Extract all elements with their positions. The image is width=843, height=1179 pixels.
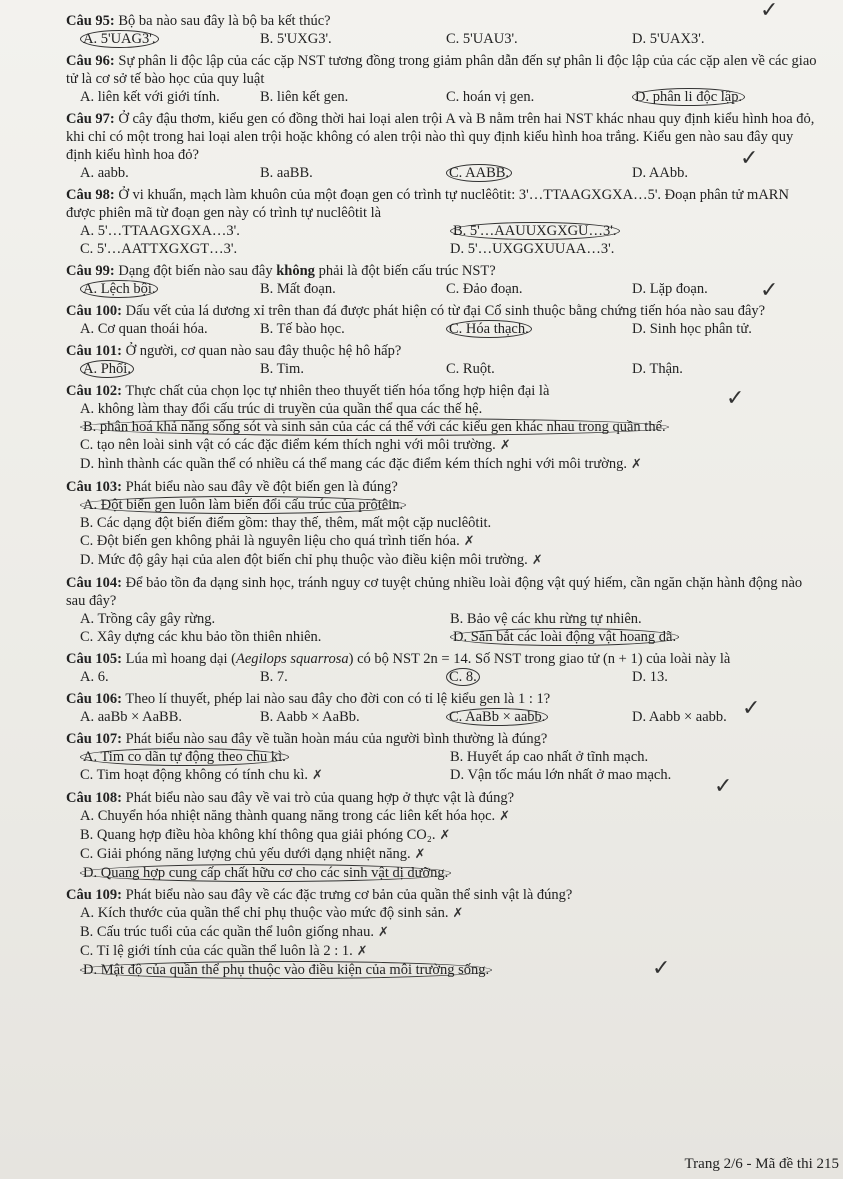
- option-d[interactable]: D. Mật độ của quần thể phụ thuộc vào điều kiện của môi trường sống.: [80, 961, 819, 979]
- cross-mark-icon: ✗: [452, 906, 464, 921]
- option-b[interactable]: B. Tim.: [260, 361, 304, 377]
- question-95: [66, 12, 819, 48]
- option-b[interactable]: B. Huyết áp cao nhất ở tĩnh mạch.: [450, 749, 649, 765]
- question-stem-end: phải là đột biến cấu trúc NST?: [314, 263, 496, 279]
- question-108: [66, 789, 819, 882]
- option-a[interactable]: A. Đột biến gen luôn làm biến đổi cấu trúc của prôtêin.: [80, 496, 819, 514]
- option-b[interactable]: B. aaBB.: [260, 165, 313, 181]
- option-d[interactable]: D. Mức độ gây hại của alen đột biến chỉ phụ thuộc vào điều kiện môi trường. ✗: [80, 552, 543, 568]
- option-d[interactable]: D. 13.: [632, 669, 668, 685]
- option-c[interactable]: C. Đột biến gen không phải là nguyên liệu cho quá trình tiến hóa. ✗: [80, 533, 475, 549]
- question-100: [66, 302, 819, 338]
- option-d[interactable]: D. Săn bắt các loài động vật hoang dã.: [450, 628, 819, 646]
- cross-mark-icon: ✗: [312, 768, 323, 783]
- question-stem: Phát biểu nào sau đây về vai trò của quang hợp ở thực vật là đúng?: [122, 790, 515, 806]
- option-b[interactable]: B. 5'…AAUUXGXGU…3'.: [450, 222, 819, 240]
- option-a[interactable]: A. aabb.: [80, 165, 129, 181]
- option-b[interactable]: B. Mất đoạn.: [260, 281, 336, 297]
- cross-mark-icon: ✗: [414, 847, 426, 862]
- question-label: Câu 102:: [66, 383, 122, 399]
- question-stem: Ở người, cơ quan nào sau đây thuộc hệ hô hấp?: [122, 343, 402, 359]
- question-label: Câu 100:: [66, 303, 122, 319]
- question-103: [66, 478, 819, 570]
- option-c[interactable]: C. 5'UAU3'.: [446, 31, 518, 47]
- option-c[interactable]: C. Tim hoạt động không có tính chu kì. ✗: [80, 767, 323, 783]
- option-c[interactable]: C. Giải phóng năng lượng chủ yếu dưới dạng nhiệt năng. ✗: [80, 846, 426, 862]
- question-stem: Phát biểu nào sau đây về các đặc trưng cơ bản của quần thể sinh vật là đúng?: [122, 887, 573, 903]
- option-a[interactable]: A. Cơ quan thoái hóa.: [80, 321, 208, 337]
- option-b[interactable]: B. 5'UXG3'.: [260, 31, 332, 47]
- question-97: [66, 110, 819, 182]
- option-c[interactable]: C. 8.: [446, 668, 632, 686]
- cross-mark-icon: ✗: [463, 534, 475, 549]
- question-stem: Ở cây đậu thơm, kiểu gen có đồng thời hai loại alen trội A và B nằm trên hai NST khác nhau quy định kiểu hình hoa đỏ, khi chỉ có một trong hai loại alen trội hoặc không có alen trội nào thì quy định kiểu hình hoa trắng. Kiểu gen nào sau đây quy định kiểu hình hoa đỏ?: [66, 111, 815, 163]
- question-stem: Dạng đột biến nào sau đây: [114, 263, 277, 279]
- question-label: Câu 106:: [66, 691, 122, 707]
- option-c[interactable]: C. AaBb × aabb.: [446, 708, 632, 726]
- option-a[interactable]: A. Lệch bội.: [80, 280, 260, 298]
- check-mark-icon: ✓: [740, 146, 759, 171]
- cross-mark-icon: ✗: [439, 828, 451, 843]
- option-d[interactable]: D. Vận tốc máu lớn nhất ở mao mạch.: [450, 767, 672, 783]
- option-c[interactable]: C. Đảo đoạn.: [446, 281, 523, 297]
- question-label: Câu 103:: [66, 479, 122, 495]
- option-c[interactable]: C. 5'…AATTXGXGT…3'.: [80, 241, 238, 257]
- check-mark-icon: ✓: [760, 0, 779, 23]
- cross-mark-icon: ✗: [531, 553, 543, 568]
- option-a[interactable]: A. không làm thay đổi cấu trúc di truyền của quần thể qua các thế hệ.: [80, 401, 483, 417]
- option-d[interactable]: D. Sinh học phân tử.: [632, 321, 752, 337]
- question-98: [66, 186, 819, 258]
- option-a[interactable]: A. aaBb × AaBB.: [80, 709, 183, 725]
- question-label: Câu 104:: [66, 575, 122, 591]
- question-stem: Bộ ba nào sau đây là bộ ba kết thúc?: [114, 13, 331, 29]
- option-c[interactable]: C. Xây dựng các khu bảo tồn thiên nhiên.: [80, 629, 322, 645]
- check-mark-icon: ✓: [714, 774, 733, 799]
- check-mark-icon: ✓: [726, 386, 745, 411]
- cross-mark-icon: ✗: [499, 809, 511, 824]
- option-b[interactable]: B. phân hoá khả năng sống sót và sinh sản của các cá thể với các kiểu gen khác nhau trong quần thể.: [80, 418, 819, 436]
- question-label: Câu 109:: [66, 887, 122, 903]
- option-c[interactable]: C. Ruột.: [446, 361, 495, 377]
- option-d[interactable]: D. Quang hợp cung cấp chất hữu cơ cho các sinh vật dị dưỡng.: [80, 864, 819, 882]
- option-d[interactable]: D. Thận.: [632, 361, 683, 377]
- option-a[interactable]: A. 5'UAG3'.: [80, 30, 260, 48]
- option-b[interactable]: B. Quang hợp điều hòa không khí thông qua giải phóng CO₂. ✗: [80, 827, 451, 843]
- option-a[interactable]: A. Trồng cây gây rừng.: [80, 611, 216, 627]
- option-d[interactable]: D. Lặp đoạn.: [632, 281, 708, 297]
- option-b[interactable]: B. 7.: [260, 669, 288, 685]
- option-d[interactable]: D. hình thành các quần thể có nhiều cá thể mang các đặc điểm kém thích nghi với môi trường. ✗: [80, 456, 642, 472]
- option-b[interactable]: B. Các dạng đột biến điểm gồm: thay thế, thêm, mất một cặp nuclêôtit.: [80, 515, 492, 531]
- option-b[interactable]: B. Tế bào học.: [260, 321, 345, 337]
- option-a[interactable]: A. Chuyển hóa nhiệt năng thành quang năng trong các liên kết hóa học. ✗: [80, 808, 511, 824]
- check-mark-icon: ✓: [760, 278, 779, 303]
- cross-mark-icon: ✗: [356, 944, 368, 959]
- question-stem-emphasis: không: [276, 263, 315, 279]
- option-d[interactable]: D. phân li độc lập.: [632, 88, 819, 106]
- option-d[interactable]: D. 5'…UXGGXUUAA…3'.: [450, 241, 615, 257]
- question-stem: Lúa mì hoang dại (: [122, 651, 236, 667]
- question-105: [66, 650, 819, 686]
- question-stem: Ở vi khuẩn, mạch làm khuôn của một đoạn gen có trình tự nuclêôtit: 3'…TTAAGXGXA…5'. Đoạn phân tử mARN được phiên mã từ đoạn gen này có trình tự nuclêôtit là: [66, 187, 789, 221]
- question-stem: Theo lí thuyết, phép lai nào sau đây cho đời con có tỉ lệ kiểu gen là 1 : 1?: [122, 691, 551, 707]
- cross-mark-icon: ✗: [377, 925, 389, 940]
- option-c[interactable]: C. tạo nên loài sinh vật có các đặc điểm kém thích nghi với môi trường. ✗: [80, 437, 511, 453]
- question-label: Câu 101:: [66, 343, 122, 359]
- question-101: [66, 342, 819, 378]
- question-104: [66, 574, 819, 646]
- question-102: [66, 382, 819, 474]
- option-b[interactable]: B. liên kết gen.: [260, 89, 349, 105]
- question-107: [66, 730, 819, 785]
- option-b[interactable]: B. Bảo vệ các khu rừng tự nhiên.: [450, 611, 642, 627]
- question-109: [66, 886, 819, 979]
- question-stem: Phát biểu nào sau đây về tuần hoàn máu của người bình thường là đúng?: [122, 731, 548, 747]
- option-d[interactable]: D. Aabb × aabb.: [632, 709, 727, 725]
- question-label: Câu 107:: [66, 731, 122, 747]
- species-name: Aegilops squarrosa: [235, 651, 349, 667]
- question-label: Câu 108:: [66, 790, 122, 806]
- question-label: Câu 99:: [66, 263, 115, 279]
- option-b[interactable]: B. Cấu trúc tuổi của các quần thể luôn giống nhau. ✗: [80, 924, 389, 940]
- question-stem-end: ) có bộ NST 2n = 14. Số NST trong giao tử (n + 1) của loài này là: [348, 651, 731, 667]
- question-99: [66, 262, 819, 303]
- question-label: Câu 105:: [66, 651, 122, 667]
- option-a[interactable]: A. 5'…TTAAGXGXA…3'.: [80, 223, 240, 239]
- question-label: Câu 96:: [66, 53, 115, 69]
- option-a[interactable]: A. Phổi.: [80, 360, 260, 378]
- option-c[interactable]: C. AABB.: [446, 164, 632, 182]
- question-stem: Phát biểu nào sau đây về đột biến gen là đúng?: [122, 479, 398, 495]
- question-stem: Thực chất của chọn lọc tự nhiên theo thuyết tiến hóa tổng hợp hiện đại là: [122, 383, 550, 399]
- option-d[interactable]: D. AAbb.: [632, 165, 688, 181]
- question-106: [66, 690, 819, 726]
- question-stem: Để bảo tồn đa dạng sinh học, tránh nguy cơ tuyệt chủng nhiều loài động vật quý hiếm, cần ngăn chặn hành động nào sau đây?: [66, 575, 803, 609]
- question-stem: Sự phân li độc lập của các cặp NST tương đồng trong giảm phân dẫn đến sự phân li độc lập của các cặp alen về các giao tử là cơ sở tế bào học của quy luật: [66, 53, 817, 87]
- question-96: [66, 52, 819, 106]
- option-c[interactable]: C. Tỉ lệ giới tính của các quần thể luôn là 2 : 1. ✗: [80, 943, 368, 959]
- option-a[interactable]: A. Kích thước của quần thể chỉ phụ thuộc vào mức độ sinh sản. ✗: [80, 905, 464, 921]
- option-a[interactable]: A. Tim co dãn tự động theo chu kì.: [80, 748, 450, 766]
- option-c[interactable]: C. hoán vị gen.: [446, 89, 535, 105]
- option-c[interactable]: C. Hóa thạch.: [446, 320, 632, 338]
- check-mark-icon: ✓: [742, 696, 761, 721]
- cross-mark-icon: ✗: [499, 438, 511, 453]
- question-stem: Dấu vết của lá dương xỉ trên than đá được phát hiện có từ đại Cổ sinh thuộc bằng chứng tiến hóa nào sau đây?: [122, 303, 766, 319]
- option-d[interactable]: D. 5'UAX3'.: [632, 31, 705, 47]
- question-label: Câu 97:: [66, 111, 115, 127]
- page-footer: Trang 2/6 - Mã đề thi 215: [684, 1156, 839, 1172]
- question-label: Câu 98:: [66, 187, 115, 203]
- cross-mark-icon: ✗: [631, 457, 642, 472]
- check-mark-icon: ✓: [652, 956, 671, 981]
- option-a[interactable]: A. liên kết với giới tính.: [80, 89, 220, 105]
- option-a[interactable]: A. 6.: [80, 669, 109, 685]
- option-b[interactable]: B. Aabb × AaBb.: [260, 709, 360, 725]
- question-label: Câu 95:: [66, 13, 115, 29]
